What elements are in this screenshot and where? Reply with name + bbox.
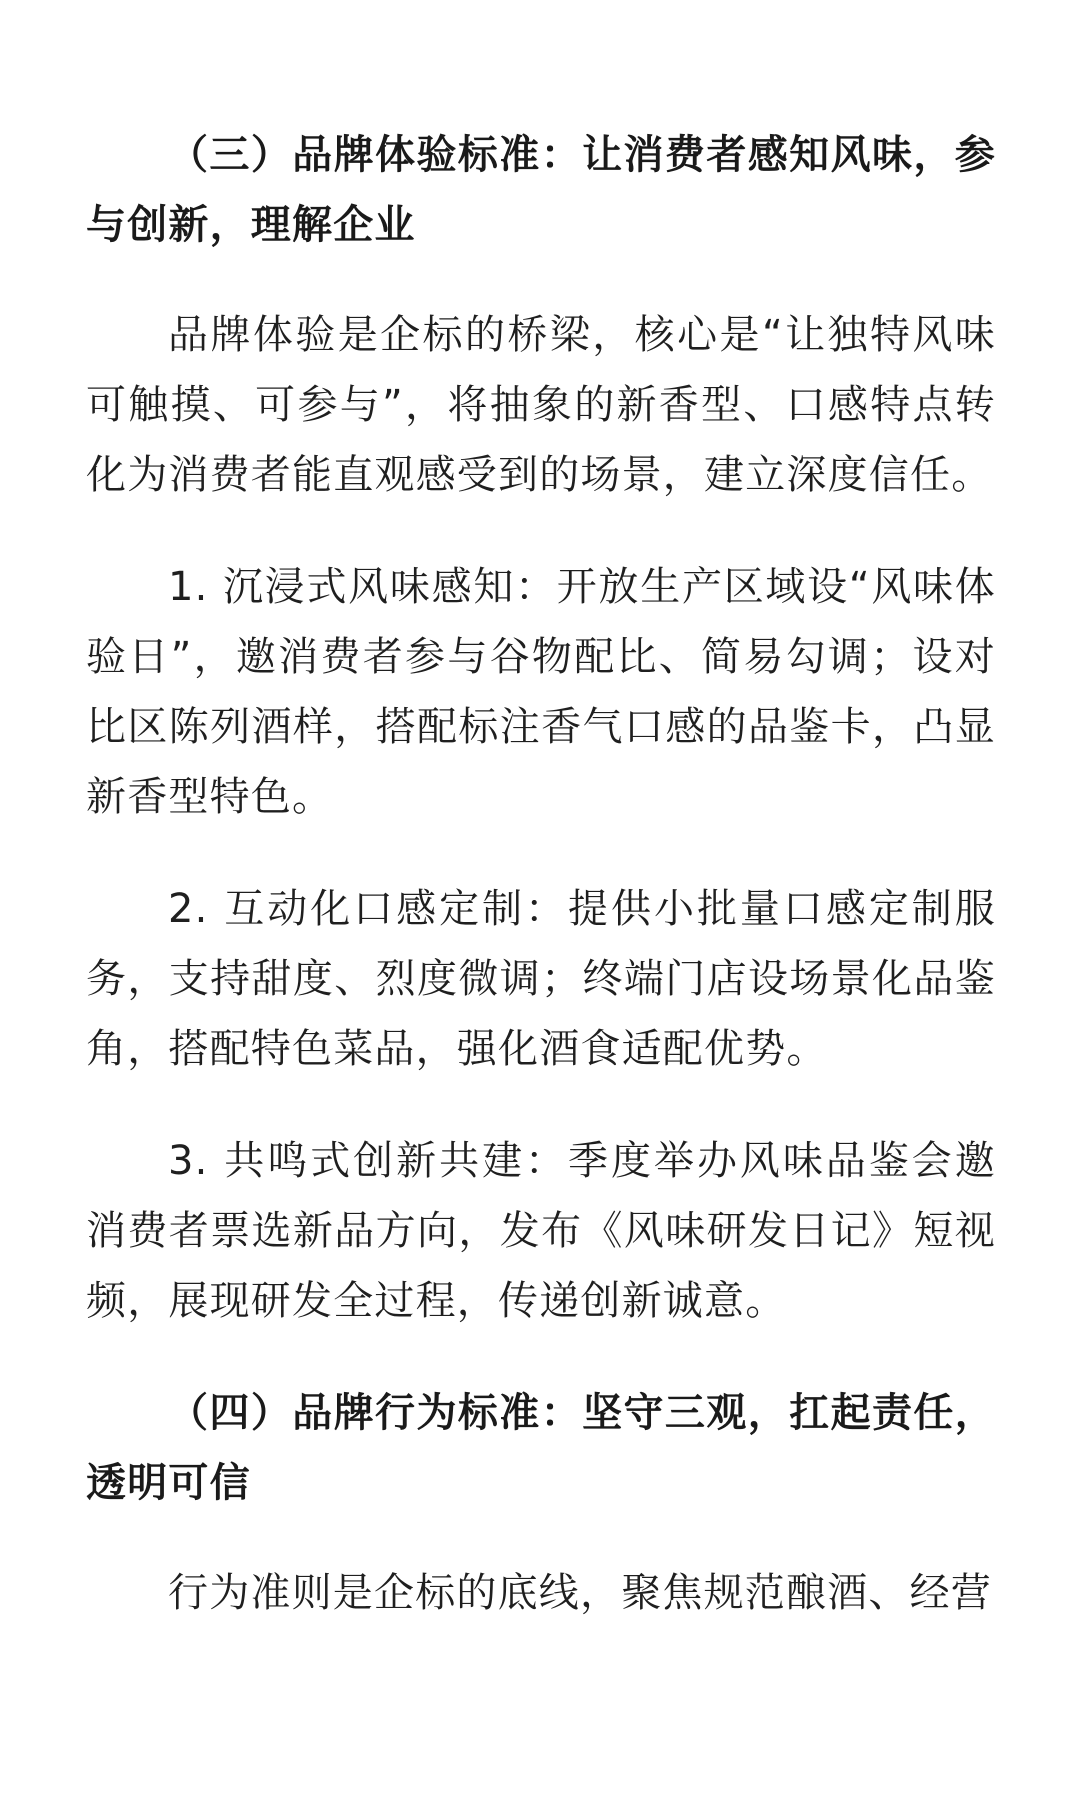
paragraph-brand-experience-intro: 品牌体验是企标的桥梁，核心是“让独特风味可触摸、可参与”，将抽象的新香型、口感特点转化为消费者能直观感受到的场景，建立深度信任。 (86, 312, 996, 498)
list-item-immersive-flavor: 1. 沉浸式风味感知：开放生产区域设“风味体验日”，邀消费者参与谷物配比、简易勾调；设对比区陈列酒样，搭配标注香气口感的品鉴卡，凸显新香型特色。 (86, 564, 996, 820)
paragraph-brand-behavior: 行为准则是企标的底线，聚焦规范酿酒、经营 (168, 1570, 992, 1616)
section-heading-brand-behavior: （四）品牌行为标准：坚守三观，扛起责任，透明可信 (86, 1390, 996, 1506)
list-item-interactive-customization: 2. 互动化口感定制：提供小批量口感定制服务，支持甜度、烈度微调；终端门店设场景化品鉴角，搭配特色菜品，强化酒食适配优势。 (86, 886, 996, 1072)
section-heading-brand-experience: （三）品牌体验标准：让消费者感知风味，参与创新，理解企业 (86, 132, 996, 248)
list-item-co-creation: 3. 共鸣式创新共建：季度举办风味品鉴会邀消费者票选新品方向，发布《风味研发日记》短视频，展现研发全过程，传递创新诚意。 (86, 1138, 996, 1324)
article-body (86, 120, 996, 1628)
